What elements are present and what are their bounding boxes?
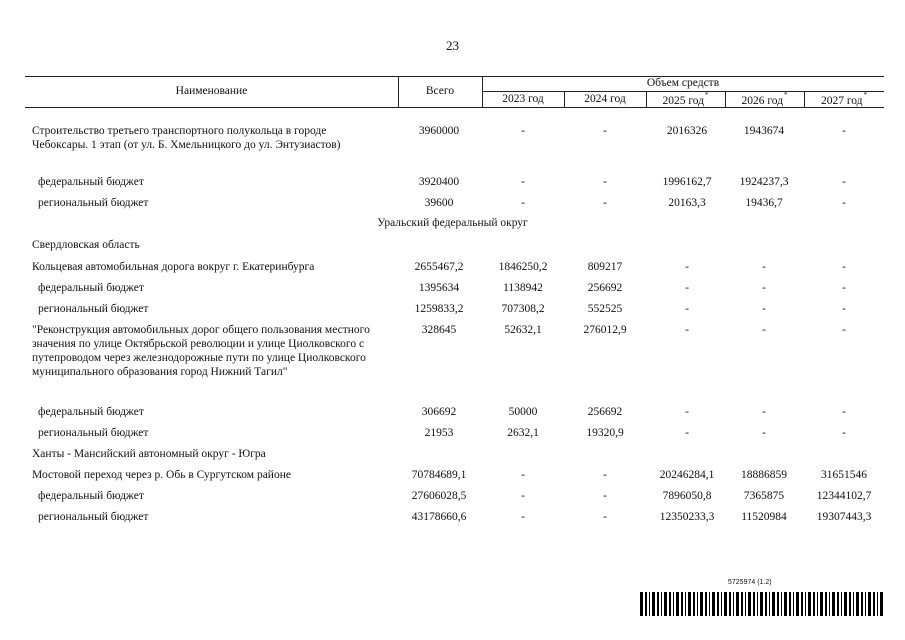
row-name: региональный бюджет: [38, 427, 149, 439]
barcode-bar: [712, 592, 715, 616]
barcode-bar: [745, 592, 746, 616]
barcode-bar: [868, 592, 871, 616]
row-total: 2655467,2: [414, 261, 464, 273]
row-2027: -: [842, 176, 846, 188]
barcode-bar: [724, 592, 727, 616]
barcode-bar: [693, 592, 695, 616]
row-2026: 19436,7: [745, 197, 783, 209]
row-2024: 809217: [587, 261, 623, 273]
row-name: "Реконструкция автомобильных дорог общего пользования местного значения по улице Октябрьской революции и улице Циолковского с путепроводом через железнодорожные пути по улице Циолковского муниципального образования город Нижний Тагил": [32, 324, 370, 378]
row-2027: -: [842, 282, 846, 294]
barcode-bar: [837, 592, 839, 616]
row-2026: 11520984: [741, 511, 787, 523]
header-year-2025: 2025 год*: [662, 91, 709, 107]
row-2023: -: [521, 511, 525, 523]
row-2024: -: [603, 176, 607, 188]
row-total: 43178660,6: [411, 511, 467, 523]
barcode-bar: [669, 592, 671, 616]
barcode-bar: [769, 592, 770, 616]
row-2024: -: [603, 197, 607, 209]
row-name: федеральный бюджет: [38, 406, 144, 418]
header-name: Наименование: [175, 85, 248, 97]
barcode-bar: [657, 592, 659, 616]
row-2027: -: [842, 261, 846, 273]
barcode-bar: [733, 592, 734, 616]
barcode-bar: [676, 592, 679, 616]
barcode-bar: [753, 592, 755, 616]
row-2027: -: [842, 125, 846, 137]
section-heading: Уральский федеральный округ: [377, 217, 528, 229]
barcode-bar: [645, 592, 647, 616]
barcode-bar: [777, 592, 779, 616]
row-2026: 1924237,3: [739, 176, 789, 188]
barcode-bar: [760, 592, 763, 616]
barcode-bar: [832, 592, 835, 616]
row-2027: -: [842, 303, 846, 315]
barcode-bar: [705, 592, 707, 616]
barcode-bar: [652, 592, 655, 616]
row-total: 1259833,2: [414, 303, 464, 315]
barcode-bar: [789, 592, 791, 616]
barcode-bar: [688, 592, 691, 616]
barcode-bar: [700, 592, 703, 616]
row-2026: -: [762, 261, 766, 273]
row-2026: -: [762, 324, 766, 336]
header-mid-border: [482, 91, 884, 92]
barcode-bar: [697, 592, 698, 616]
row-name: федеральный бюджет: [38, 490, 144, 502]
row-2025: -: [685, 324, 689, 336]
row-2023: 52632,1: [504, 324, 542, 336]
barcode-bar: [829, 592, 830, 616]
row-2025: -: [685, 303, 689, 315]
header-year-2026: 2026 год*: [741, 91, 788, 107]
barcode-bar: [748, 592, 751, 616]
row-2024: 276012,9: [583, 324, 627, 336]
row-total: 70784689,1: [411, 469, 467, 481]
row-total: 21953: [424, 427, 454, 439]
barcode-bar: [844, 592, 847, 616]
barcode-bar: [757, 592, 758, 616]
barcode-bar: [873, 592, 875, 616]
header-year-2023: 2023 год: [502, 93, 544, 105]
row-total: 3920400: [418, 176, 460, 188]
row-2024: 256692: [587, 282, 623, 294]
row-2023: -: [521, 490, 525, 502]
row-2025: -: [685, 427, 689, 439]
row-total: 328645: [421, 324, 457, 336]
barcode-bar: [861, 592, 863, 616]
page-number: 23: [446, 38, 459, 53]
barcode-image: [640, 592, 884, 616]
row-name: региональный бюджет: [38, 197, 149, 209]
barcode-bar: [813, 592, 815, 616]
barcode-bar: [649, 592, 650, 616]
row-2026: -: [762, 282, 766, 294]
row-name: региональный бюджет: [38, 303, 149, 315]
barcode-bar: [781, 592, 782, 616]
barcode-bar: [817, 592, 818, 616]
row-total: 27606028,5: [411, 490, 467, 502]
barcode-bar: [673, 592, 674, 616]
row-name: федеральный бюджет: [38, 176, 144, 188]
barcode-bar: [825, 592, 827, 616]
row-2023: -: [521, 469, 525, 481]
barcode-bar: [661, 592, 662, 616]
row-2025: 20163,3: [668, 197, 706, 209]
row-total: 3960000: [418, 125, 460, 137]
row-name: Мостовой переход через р. Обь в Сургутском районе: [32, 469, 291, 481]
row-2024: 552525: [587, 303, 623, 315]
row-total: 1395634: [418, 282, 460, 294]
row-2027: -: [842, 324, 846, 336]
row-name: региональный бюджет: [38, 511, 149, 523]
row-2025: -: [685, 261, 689, 273]
row-2023: -: [521, 197, 525, 209]
row-2025: 12350233,3: [659, 511, 715, 523]
barcode-bar: [729, 592, 731, 616]
barcode-bar: [741, 592, 743, 616]
row-2026: 1943674: [743, 125, 785, 137]
row-2024: -: [603, 490, 607, 502]
row-2027: 19307443,3: [816, 511, 872, 523]
barcode-label: 5725974 (1.2): [728, 579, 772, 586]
barcode-bar: [796, 592, 799, 616]
footnote-mark: *: [705, 91, 709, 99]
barcode-bar: [849, 592, 851, 616]
row-2026: -: [762, 406, 766, 418]
barcode-bar: [805, 592, 806, 616]
header-total: Всего: [425, 85, 455, 97]
row-2023: 50000: [508, 406, 538, 418]
header-bottom-border: [25, 107, 884, 108]
barcode-bar: [793, 592, 794, 616]
barcode-bar: [765, 592, 767, 616]
barcode-bar: [685, 592, 686, 616]
row-2025: 1996162,7: [662, 176, 712, 188]
row-2023: 1138942: [503, 282, 543, 294]
row-2025: 20246284,1: [659, 469, 715, 481]
row-2023: -: [521, 176, 525, 188]
footnote-mark: *: [863, 91, 868, 99]
row-2024: -: [603, 125, 607, 137]
barcode-bar: [865, 592, 866, 616]
row-2024: -: [603, 511, 607, 523]
barcode-bar: [721, 592, 722, 616]
row-2026: -: [762, 303, 766, 315]
row-2027: -: [842, 197, 846, 209]
barcode-bar: [717, 592, 719, 616]
barcode-bar: [664, 592, 667, 616]
barcode-bar: [877, 592, 878, 616]
barcode-bar: [772, 592, 775, 616]
region-heading: Свердловская область: [32, 239, 140, 251]
footnote-mark: *: [784, 91, 788, 99]
barcode-bar: [856, 592, 859, 616]
row-2027: 12344102,7: [816, 490, 872, 502]
header-year-2024: 2024 год: [584, 93, 626, 105]
row-2027: -: [842, 427, 846, 439]
barcode-bar: [841, 592, 842, 616]
row-2023: 2632,1: [507, 427, 539, 439]
barcode-bar: [709, 592, 710, 616]
row-2023: -: [521, 125, 525, 137]
barcode-bar: [736, 592, 739, 616]
row-name: федеральный бюджет: [38, 282, 144, 294]
row-2025: -: [685, 282, 689, 294]
row-2025: 2016326: [666, 125, 708, 137]
row-name: Строительство третьего транспортного полукольца в городе Чебоксары. 1 этап (от ул. Б. Хмельницкого до ул. Энтузиастов): [32, 125, 341, 151]
header-year-2027: 2027 год*: [820, 91, 868, 107]
row-2027: 31651546: [821, 469, 867, 481]
row-total: 306692: [421, 406, 457, 418]
row-total: 39600: [424, 197, 454, 209]
row-2025: -: [685, 406, 689, 418]
row-2027: -: [842, 406, 846, 418]
barcode-bar: [820, 592, 823, 616]
barcode-bar: [784, 592, 787, 616]
row-2025: 7896050,8: [662, 490, 712, 502]
row-2023: 707308,2: [501, 303, 545, 315]
row-2024: 256692: [587, 406, 623, 418]
row-2024: -: [603, 469, 607, 481]
row-name: Кольцевая автомобильная дорога вокруг г. Екатеринбурга: [32, 261, 315, 273]
barcode-bar: [801, 592, 803, 616]
row-2026: 18886859: [741, 469, 787, 481]
row-2023: 1846250,2: [498, 261, 548, 273]
barcode-bar: [880, 592, 883, 616]
row-2024: 19320,9: [586, 427, 624, 439]
row-2026: 7365875: [743, 490, 785, 502]
header-volume: Объем средств: [646, 77, 720, 89]
barcode-bar: [853, 592, 854, 616]
barcode-bar: [681, 592, 683, 616]
barcode-bar: [808, 592, 811, 616]
region-heading: Ханты - Мансийский автономный округ - Югра: [32, 448, 266, 460]
row-2026: -: [762, 427, 766, 439]
barcode-bar: [640, 592, 643, 616]
